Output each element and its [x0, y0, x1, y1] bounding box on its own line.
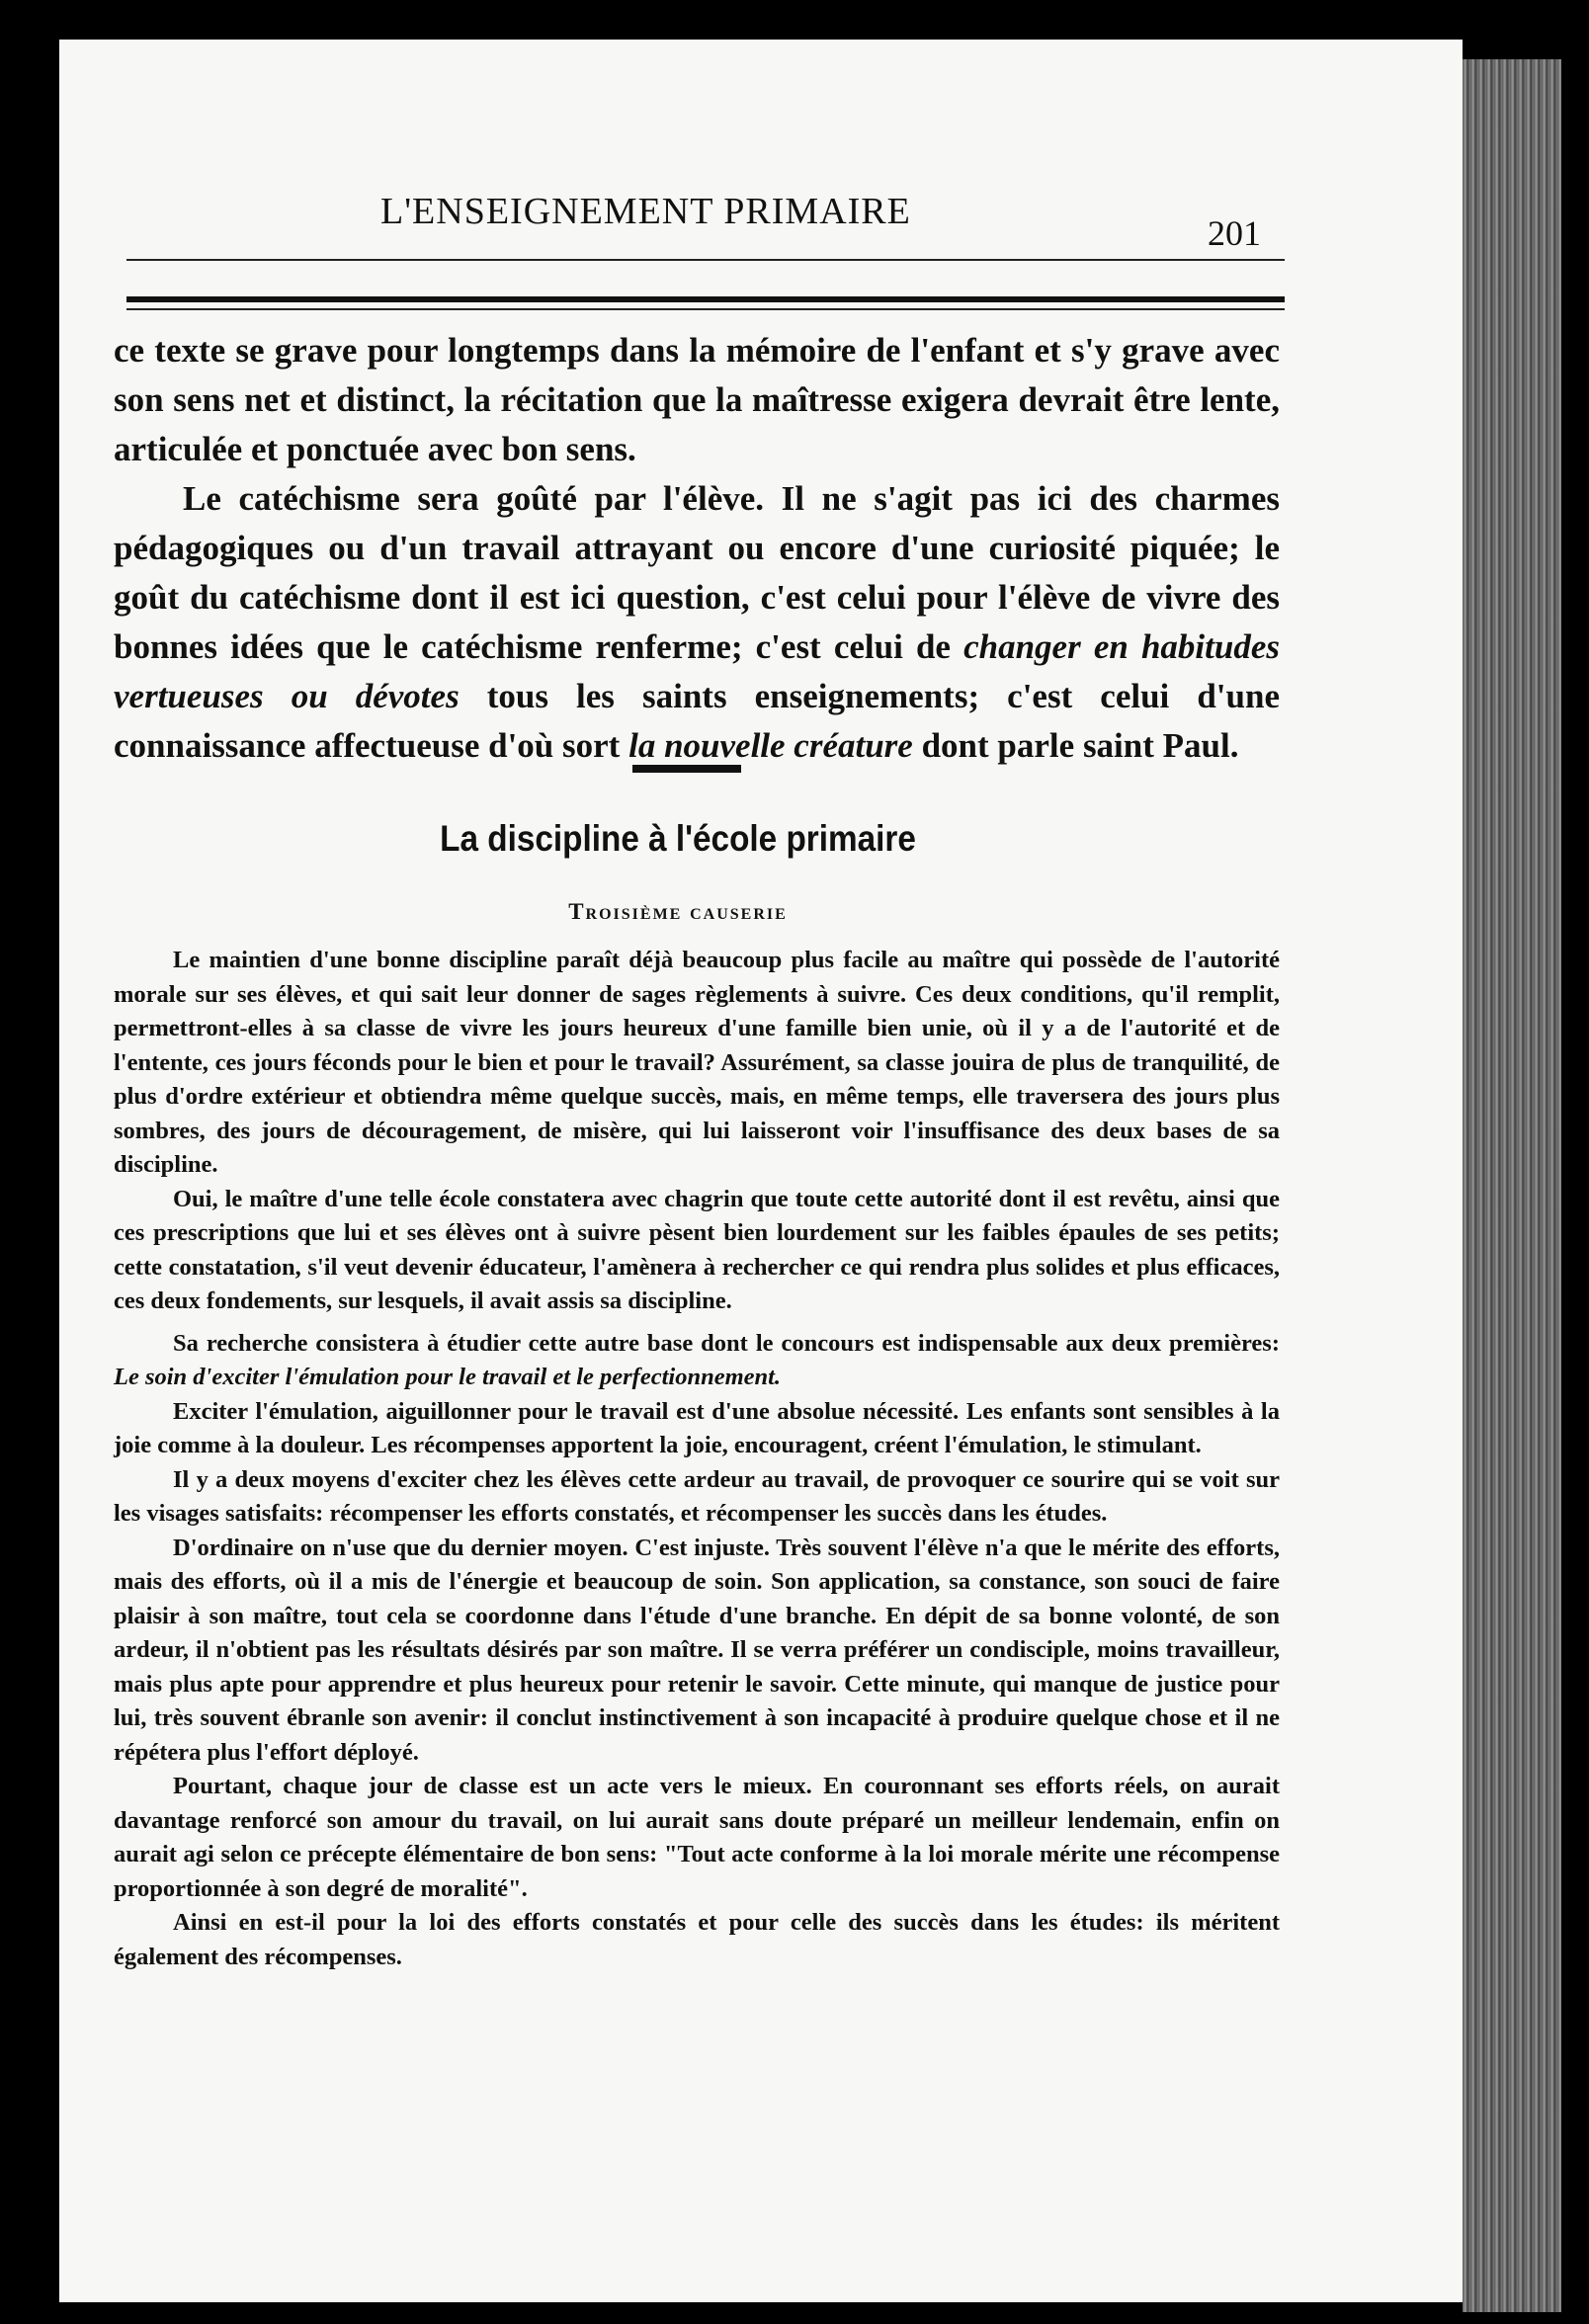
scan-border: [0, 0, 59, 2324]
paragraph: [114, 474, 1280, 771]
italic-run: changer en habitudes vertueuses ou dévotes: [114, 627, 1280, 715]
page-edge-stack: [1463, 59, 1561, 2312]
page-number: 201: [1208, 213, 1261, 253]
section-separator: [632, 765, 741, 773]
header-rule-thick: [126, 296, 1285, 302]
paragraph: Exciter l'émulation, aiguillonner pour le travail est d'une absolue nécessité. Les enfants sont sensibles à la joie comme à la douleur. Les récompenses apportent la joie, encouragent, créent l'émulation, le stimulant.: [114, 1397, 1280, 1458]
paragraph: Pourtant, chaque jour de classe est un acte vers le mieux. En couronnant ses efforts réels, on aurait davantage renforcé son amour du travail, on lui aurait sans doute préparé un meilleur lendemain, enfin on aurait agi selon ce précepte élémentaire de bon sens: "Tout acte conforme à la loi morale mérite une récompense proportionnée à son degré de moralité".: [114, 1773, 1280, 1902]
paragraph: [114, 1327, 1280, 1395]
article-subtitle: Troisième causerie: [568, 899, 788, 924]
running-title: L'ENSEIGNEMENT PRIMAIRE: [380, 191, 911, 232]
text-run: Le catéchisme sera goûté par l'élève. Il ne s'agit pas ici des charmes pédagogiques ou d'un travail attrayant ou encore d'une curiosité piquée; le goût du catéchisme dont il est ici question, c'est celui pour l'élève de vivre des bonnes idées que le catéchisme renferme; c'est celui de: [114, 479, 1280, 666]
paragraph: Oui, le maître d'une telle école constatera avec chagrin que toute cette autorité dont il est revêtu, ainsi que ces prescriptions que lui et ses élèves ont à suivre pèsent bien lourdement sur les faibles épaules de ses petits; cette constatation, s'il veut devenir éducateur, l'amènera à rechercher ce qui rendra plus solides et plus efficaces, ces deux fondements, sur lesquels, il avait assis sa discipline.: [114, 1185, 1280, 1314]
text-run: Sa recherche consistera à étudier cette autre base dont le concours est indispensable aux deux premières:: [173, 1329, 1280, 1357]
paragraph: ce texte se grave pour longtemps dans la mémoire de l'enfant et s'y grave avec son sens net et distinct, la récitation que la maîtresse exigera devrait être lente, articulée et ponctuée avec bon sens.: [114, 331, 1280, 468]
paragraph: Il y a deux moyens d'exciter chez les élèves cette ardeur au travail, de provoquer ce sourire qui se voit sur les visages satisfaits: récompenser les efforts constatés, et récompenser les succès dans les études.: [114, 1465, 1280, 1527]
italic-run: Le soin d'exciter l'émulation pour le travail et le perfectionnement.: [114, 1364, 782, 1390]
header-rule: [126, 259, 1285, 261]
previous-article-end: [114, 326, 1280, 771]
paragraph: Ainsi en est-il pour la loi des efforts constatés et pour celle des succès dans les études: ils méritent également des récompenses.: [114, 1909, 1280, 1970]
text-run: dont parle saint Paul.: [912, 726, 1239, 765]
paragraph: Le maintien d'une bonne discipline paraît déjà beaucoup plus facile au maître qui possède de l'autorité morale sur ses élèves, et qui sait leur donner de sages règlements à suivre. Ces deux conditions, qu'il remplit, permettront-elles à sa classe de vivre les jours heureux d'une famille bien unie, où il y a de l'autorité et de l'entente, ces jours féconds pour le bien et pour le travail? Assurément, sa classe jouira de plus de tranquilité, de plus d'ordre extérieur et obtiendra même quelque succès, mais, en même temps, elle traversera des jours plus sombres, des jours de découragement, de misère, qui lui laisseront voir l'insuffisance des deux bases de sa discipline.: [114, 947, 1280, 1178]
article-body: [114, 944, 1280, 1974]
text-run: tous les saints enseignements; c'est celui d'une connaissance affectueuse d'où sort: [114, 677, 1280, 765]
header-rule-lower: [126, 308, 1285, 310]
italic-run: la nouvelle créature: [628, 726, 913, 765]
article-title: La discipline à l'école primaire: [440, 818, 916, 859]
paragraph: D'ordinaire on n'use que du dernier moyen. C'est injuste. Très souvent l'élève n'a que le mérite des efforts, mais des efforts, où il a mis de l'énergie et beaucoup de soin. Son application, sa constance, son souci de faire plaisir à son maître, tout cela se coordonne dans l'étude d'une branche. En dépit de sa bonne volonté, de son ardeur, il n'obtient pas les résultats désirés par son maître. Il se verra préférer un condisciple, moins travailleur, mais plus apte pour apprendre et plus heureux pour retenir le savoir. Cette minute, qui manque de justice pour lui, très souvent ébranle son avenir: il conclut instinctivement à son incapacité à produire quelque chose et il ne répétera plus l'effort déployé.: [114, 1534, 1280, 1766]
